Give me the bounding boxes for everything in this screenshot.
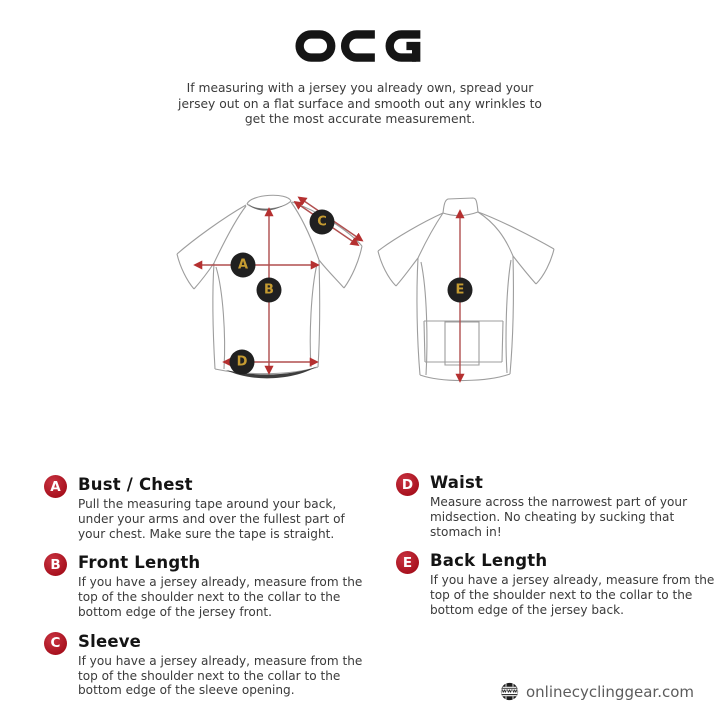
globe-www-label: www [501,688,518,695]
pocket-middle [445,322,479,365]
badge-e [396,551,419,574]
badge-c [44,632,67,655]
jersey-back-diagram [368,185,568,395]
footer [500,682,694,701]
badge-d [396,473,419,496]
badge-e-letter: E [402,554,413,571]
intro-line-3: get the most accurate measurement. [244,112,476,127]
section-title-front-length: Front Length [78,553,201,573]
marker-e-letter: E [455,282,465,298]
marker-a-letter: A [237,257,249,273]
diagram-marker-c [310,210,335,235]
section-desc-bust-chest: Pull the measuring tape around your back, under your arms and over the fullest part of your chest. Make sure the tape is straight. [78,497,345,541]
diagram-marker-e [448,278,473,303]
www-globe-icon [500,682,519,701]
badge-d-letter: D [401,476,414,493]
section-desc-back-length: If you have a jersey already, measure from the top of the shoulder next to the collar to the bottom edge of the jersey back. [430,573,715,617]
marker-d-letter: D [236,354,248,370]
ocg-logo-icon [295,26,425,66]
section-title-bust-chest: Bust / Chest [78,475,193,494]
footer-website-link[interactable]: onlinecyclinggear.com [525,682,694,701]
section-title-back-length: Back Length [430,551,548,571]
logo-letter-c [345,34,375,57]
measure-section-back-length [396,550,715,617]
badge-b-letter: B [50,556,61,573]
section-title-waist: Waist [430,473,484,492]
diagram-marker-d [230,350,255,375]
ocg-logo [295,26,425,70]
intro-line-1: If measuring with a jersey you already own, spread your [186,81,534,95]
badge-a-letter: A [50,478,61,495]
intro-text [0,81,720,128]
section-body [78,552,370,619]
jersey-front-diagram [168,185,368,395]
section-title-sleeve: Sleeve [78,631,142,651]
badge-b [44,553,67,576]
section-body [78,474,370,541]
section-desc-waist: Measure across the narrowest part of your midsection. No cheating by sucking that stomach in! [430,495,688,539]
section-body [430,472,720,539]
diagram-marker-b [257,278,282,303]
measure-section-waist [396,472,712,539]
logo-letter-o [300,34,332,57]
measure-section-front-length [44,552,363,619]
marker-b-letter: B [264,282,274,298]
measure-section-sleeve [44,631,363,698]
section-body [78,631,370,698]
marker-c-letter: C [317,214,327,230]
definitions-column-left [44,474,363,709]
section-desc-front-length: If you have a jersey already, measure from the top of the shoulder next to the collar to the bottom edge of the jersey front. [78,575,363,619]
section-body [430,550,720,617]
badge-c-letter: C [50,635,61,652]
diagram-marker-a [231,253,256,278]
measure-section-bust-chest [44,474,360,541]
intro-line-2: jersey out on a flat surface and smooth out any wrinkles to [178,96,542,111]
definitions-column-right [396,472,715,629]
section-desc-sleeve: If you have a jersey already, measure from the top of the shoulder next to the collar to the bottom edge of the sleeve opening. [78,653,363,698]
badge-a [44,475,67,498]
